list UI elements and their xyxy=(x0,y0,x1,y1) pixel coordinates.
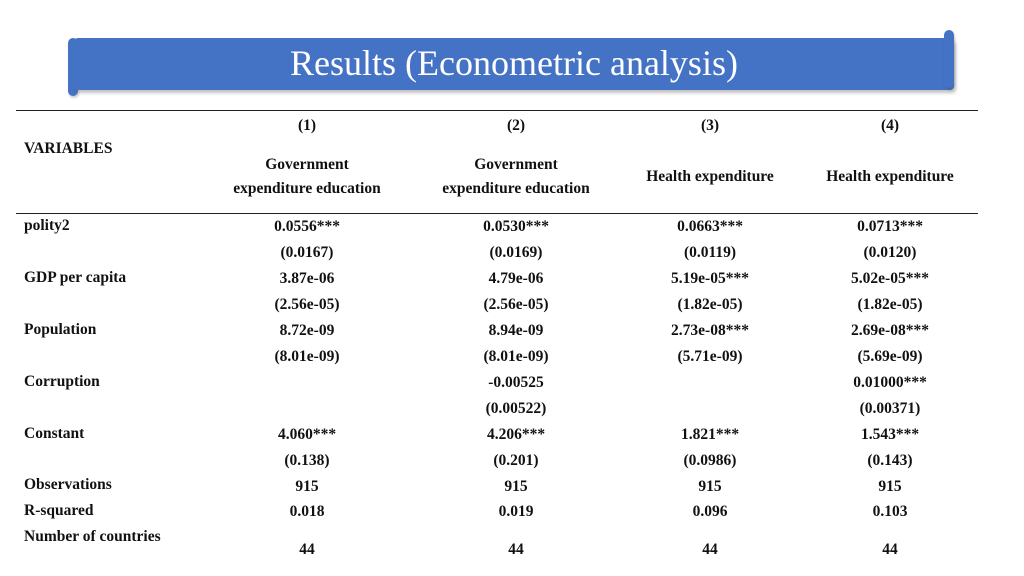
variables-header: VARIABLES xyxy=(24,140,113,157)
column-title-3: Health expenditure xyxy=(646,168,774,185)
coef-gdp-per-capita-col1: 3.87e-06 xyxy=(279,270,335,287)
coef-population-col4: 2.69e-08*** xyxy=(851,322,929,339)
coef-polity2-col3: 0.0663*** xyxy=(677,218,743,235)
se-population-col1: (8.01e-09) xyxy=(274,348,340,365)
row-label-corruption: Corruption xyxy=(24,373,100,390)
coef-constant-col4: 1.543*** xyxy=(860,426,920,443)
row-label-population: Population xyxy=(24,321,97,338)
coef-corruption-col4: 0.01000*** xyxy=(853,374,927,391)
row-label-constant: Constant xyxy=(24,425,85,442)
stat-number-of-countries-col3: 44 xyxy=(702,541,718,558)
se-polity2-col2: (0.0169) xyxy=(489,244,543,261)
column-title-1-line2: expenditure education xyxy=(233,180,381,197)
column-title-1-line1: Government xyxy=(265,156,349,173)
coef-gdp-per-capita-col4: 5.02e-05*** xyxy=(851,270,929,287)
coef-polity2-col1: 0.0556*** xyxy=(274,218,340,235)
se-gdp-per-capita-col1: (2.56e-05) xyxy=(274,296,340,313)
se-gdp-per-capita-col2: (2.56e-05) xyxy=(483,296,549,313)
stat-label-observations: Observations xyxy=(24,476,112,493)
coef-gdp-per-capita-col3: 5.19e-05*** xyxy=(671,270,749,287)
table-top-rule xyxy=(16,110,978,111)
se-corruption-col2: (0.00522) xyxy=(485,400,547,417)
coef-population-col1: 8.72e-09 xyxy=(279,322,335,339)
se-gdp-per-capita-col4: (1.82e-05) xyxy=(857,296,923,313)
coef-polity2-col4: 0.0713*** xyxy=(857,218,923,235)
se-polity2-col3: (0.0119) xyxy=(683,244,737,261)
coef-corruption-col2: -0.00525 xyxy=(488,374,544,391)
coef-constant-col1: 4.060*** xyxy=(277,426,337,443)
se-population-col2: (8.01e-09) xyxy=(483,348,549,365)
se-constant-col4: (0.143) xyxy=(867,452,913,469)
se-constant-col2: (0.201) xyxy=(493,452,539,469)
se-population-col4: (5.69e-09) xyxy=(857,348,923,365)
column-number-1: (1) xyxy=(297,117,317,134)
stat-number-of-countries-col4: 44 xyxy=(882,541,898,558)
stat-number-of-countries-col1: 44 xyxy=(299,541,315,558)
stat-number-of-countries-col2: 44 xyxy=(508,541,524,558)
column-number-3: (3) xyxy=(700,117,720,134)
column-number-4: (4) xyxy=(880,117,900,134)
stat-observations-col2: 915 xyxy=(504,478,528,495)
stat-label-number-of-countries: Number of countries xyxy=(24,528,161,545)
se-polity2-col4: (0.0120) xyxy=(863,244,917,261)
coef-polity2-col2: 0.0530*** xyxy=(483,218,549,235)
row-label-polity2: polity2 xyxy=(24,217,70,234)
se-constant-col1: (0.138) xyxy=(284,452,330,469)
stat-observations-col4: 915 xyxy=(878,478,902,495)
se-population-col3: (5.71e-09) xyxy=(677,348,743,365)
stat-r-squared-col2: 0.019 xyxy=(498,503,534,520)
coef-constant-col2: 4.206*** xyxy=(486,426,546,443)
se-gdp-per-capita-col3: (1.82e-05) xyxy=(677,296,743,313)
column-title-4: Health expenditure xyxy=(826,168,954,185)
coef-gdp-per-capita-col2: 4.79e-06 xyxy=(488,270,544,287)
column-title-2-line1: Government xyxy=(474,156,558,173)
stat-label-r-squared: R-squared xyxy=(24,502,94,519)
slide-title: Results (Econometric analysis) xyxy=(290,43,738,83)
stat-observations-col3: 915 xyxy=(698,478,722,495)
table-header-rule xyxy=(16,213,978,214)
se-constant-col3: (0.0986) xyxy=(683,452,737,469)
coef-constant-col3: 1.821*** xyxy=(680,426,740,443)
stat-r-squared-col1: 0.018 xyxy=(289,503,325,520)
stat-r-squared-col4: 0.103 xyxy=(872,503,908,520)
se-polity2-col1: (0.0167) xyxy=(280,244,334,261)
stat-observations-col1: 915 xyxy=(295,478,319,495)
se-corruption-col4: (0.00371) xyxy=(859,400,921,417)
row-label-gdp-per-capita: GDP per capita xyxy=(24,269,127,286)
stat-r-squared-col3: 0.096 xyxy=(692,503,728,520)
coef-population-col3: 2.73e-08*** xyxy=(671,322,749,339)
column-title-2-line2: expenditure education xyxy=(442,180,590,197)
column-number-2: (2) xyxy=(506,117,526,134)
coef-population-col2: 8.94e-09 xyxy=(488,322,544,339)
